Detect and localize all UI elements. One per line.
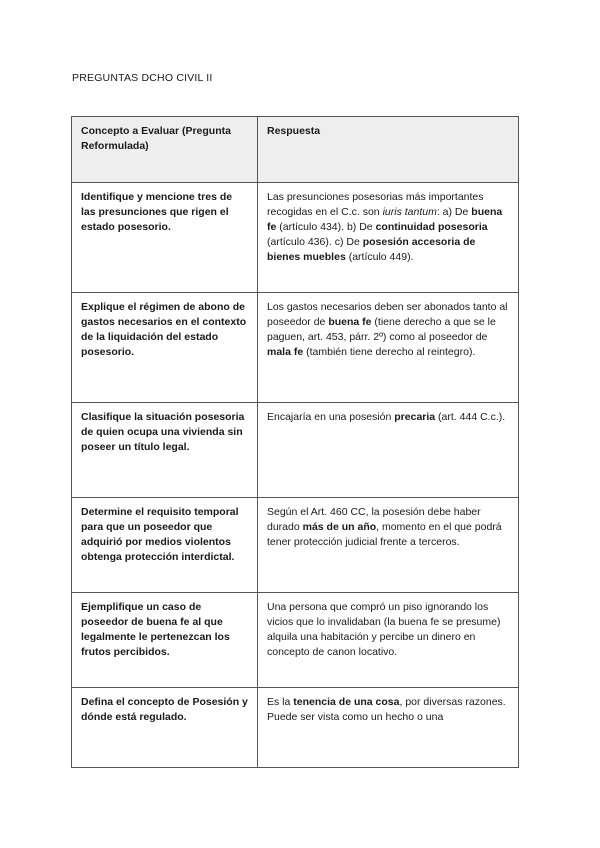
answer-text: iuris tantum xyxy=(382,206,437,218)
answer-cell xyxy=(258,498,519,593)
answer-text: , por diversas razones. Puede ser vista como un hecho o una xyxy=(267,696,506,723)
question-cell: Ejemplifique un caso de poseedor de buena fe al que legalmente le pertenezcan los frutos percibidos. xyxy=(72,593,258,688)
answer-text: (artículo 449). xyxy=(345,251,414,263)
answer-text: buena fe xyxy=(267,206,503,233)
answer-text: tenencia de una cosa xyxy=(293,696,400,708)
answer-text: Las presunciones posesorias más importantes recogidas en el C.c. son xyxy=(267,191,484,218)
question-cell: Explique el régimen de abono de gastos necesarios en el contexto de la liquidación del estado posesorio. xyxy=(72,293,258,403)
answer-text: (art. 444 C.c.). xyxy=(435,411,506,423)
answer-text: precaria xyxy=(394,411,436,423)
question-cell: Defina el concepto de Posesión y dónde está regulado. xyxy=(72,688,258,768)
question-cell: Clasifique la situación posesoria de quien ocupa una vivienda sin poseer un título legal. xyxy=(72,403,258,498)
answer-text: más de un año xyxy=(302,521,377,533)
answer-text: Una persona que compró un piso ignorando los vicios que lo invalidaban (la buena fe se presume) alquila una habitación y percibe un dinero en concepto de canon locativo. xyxy=(267,601,501,658)
answer-text: (artículo 436). c) De xyxy=(267,236,363,248)
answer-cell xyxy=(258,593,519,688)
answer-text: , momento en el que podrá tener protección judicial frente a terceros. xyxy=(267,521,502,548)
question-cell: Determine el requisito temporal para que un poseedor que adquirió por medios violentos obtenga protección interdictal. xyxy=(72,498,258,593)
answer-text: (artículo 434). b) De xyxy=(276,221,376,233)
table-header-row xyxy=(72,117,519,183)
table-row xyxy=(72,688,519,768)
question-cell: Identifique y mencione tres de las presunciones que rigen el estado posesorio. xyxy=(72,183,258,293)
answer-text: Según el Art. 460 CC, la posesión debe haber durado xyxy=(267,506,481,533)
table-row xyxy=(72,593,519,688)
answer-text: (también tiene derecho al reintegro). xyxy=(303,346,476,358)
answer-cell xyxy=(258,403,519,498)
answer-text: Encajaría en una posesión xyxy=(267,411,395,423)
answer-text: buena fe xyxy=(328,316,372,328)
table-row xyxy=(72,403,519,498)
header-concept: Concepto a Evaluar (Pregunta Reformulada) xyxy=(72,117,258,183)
answer-text: Los gastos necesarios deben ser abonados tanto al poseedor de xyxy=(267,301,508,328)
answer-text: (tiene derecho a que se le paguen, art. 453, párr. 2º) como al poseedor de xyxy=(267,316,496,343)
table-row xyxy=(72,293,519,403)
answer-text: mala fe xyxy=(267,346,304,358)
table-row xyxy=(72,498,519,593)
qa-table xyxy=(71,116,519,768)
answer-text: : a) De xyxy=(436,206,472,218)
answer-text: Es la xyxy=(267,696,294,708)
table-row xyxy=(72,183,519,293)
answer-text: continuidad posesoria xyxy=(375,221,488,233)
answer-text: posesión accesoria de bienes muebles xyxy=(267,236,476,263)
answer-cell xyxy=(258,688,519,768)
header-answer: Respuesta xyxy=(258,117,519,183)
page-title: PREGUNTAS DCHO CIVIL II xyxy=(72,72,213,84)
answer-cell xyxy=(258,183,519,293)
answer-cell xyxy=(258,293,519,403)
